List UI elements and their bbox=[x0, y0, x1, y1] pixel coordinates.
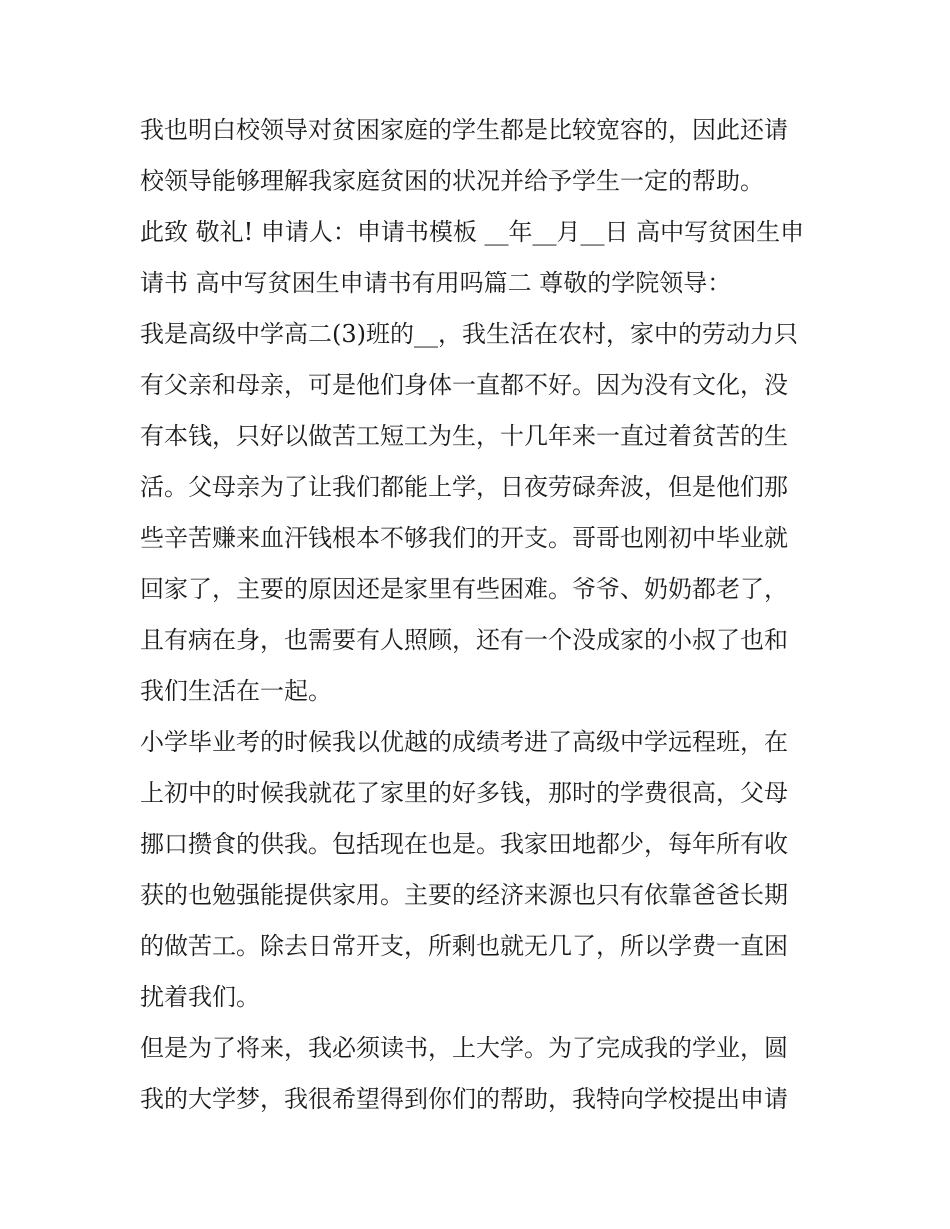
text-line: 且有病在身，也需要有人照顾，还有一个没成家的小叔了也和 bbox=[140, 626, 788, 654]
text-line: 我们生活在一起。 bbox=[140, 677, 332, 705]
text-line: 些辛苦赚来血汗钱根本不够我们的开支。哥哥也刚初中毕业就 bbox=[140, 524, 788, 552]
text-line: 的做苦工。除去日常开支，所剩也就无几了，所以学费一直困 bbox=[140, 932, 788, 960]
text-line: 活。父母亲为了让我们都能上学，日夜劳碌奔波，但是他们那 bbox=[140, 473, 788, 501]
text-line: 我也明白校领导对贫困家庭的学生都是比较宽容的，因此还请 bbox=[140, 116, 788, 144]
text-line: 校领导能够理解我家庭贫困的状况并给予学生一定的帮助。 bbox=[140, 167, 764, 195]
text-line: 扰着我们。 bbox=[140, 983, 260, 1011]
text-line: 挪口攒食的供我。包括现在也是。我家田地都少，每年所有收 bbox=[140, 830, 788, 858]
text-line: 小学毕业考的时候我以优越的成绩考进了高级中学远程班，在 bbox=[140, 728, 788, 756]
text-line: 请书 高中写贫困生申请书有用吗篇二 尊敬的学院领导： bbox=[140, 269, 732, 297]
text-line: 有本钱，只好以做苦工短工为生，十几年来一直过着贫苦的生 bbox=[140, 422, 788, 450]
letter-body bbox=[140, 105, 820, 1125]
text-line: 有父亲和母亲，可是他们身体一直都不好。因为没有文化，没 bbox=[140, 371, 788, 399]
text-line: 我的大学梦，我很希望得到你们的帮助，我特向学校提出申请 bbox=[140, 1085, 788, 1113]
text-line: 回家了，主要的原因还是家里有些困难。爷爷、奶奶都老了， bbox=[140, 575, 788, 603]
text-line: 获的也勉强能提供家用。主要的经济来源也只有依靠爸爸长期 bbox=[140, 881, 788, 909]
text-line: 我是高级中学高二(3)班的__，我生活在农村，家中的劳动力只 bbox=[140, 320, 798, 348]
text-line: 上初中的时候我就花了家里的好多钱，那时的学费很高，父母 bbox=[140, 779, 788, 807]
text-line: 但是为了将来，我必须读书，上大学。为了完成我的学业，圆 bbox=[140, 1034, 788, 1062]
text-line: 此致 敬礼! 申请人：申请书模板 __年__月__日 高中写贫困生申 bbox=[140, 218, 805, 246]
